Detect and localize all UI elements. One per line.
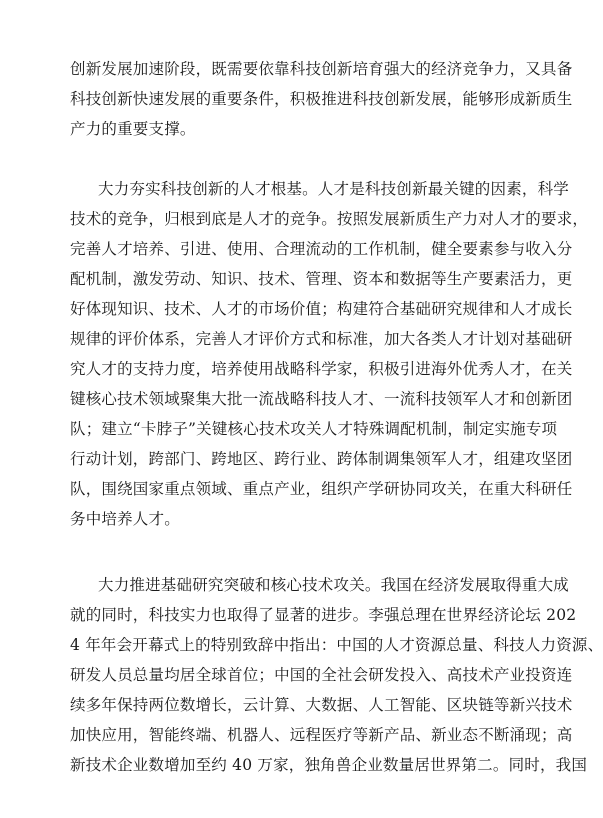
text-line: 续多年保持两位数增长，云计算、大数据、人工智能、区块链等新兴技术 [70,696,573,714]
text-line: 就的同时，科技实力也取得了显著的进步。李强总理在世界经济论坛 202 [70,606,577,624]
text-line: 队，围绕国家重点领域、重点产业，组织产学研协同攻关，在重大科研任 [70,480,573,498]
text-line: 究人才的支持力度，培养使用战略科学家，积极引进海外优秀人才，在关 [70,360,573,378]
text-line: 产力的重要支撑。 [70,120,196,138]
text-line: 加快应用，智能终端、机器人、远程医疗等新产品、新业态不断涌现；高 [70,726,573,744]
text-line: 新技术企业数增加至约 40 万家，独角兽企业数量居世界第二。同时，我国 [70,756,588,774]
text-line: 技术的竞争，归根到底是人才的竞争。按照发展新质生产力对人才的要求， [70,210,589,228]
text-line: 科技创新快速发展的重要条件，积极推进科技创新发展，能够形成新质生 [70,90,573,108]
text-line: 好体现知识、技术、人才的市场价值；构建符合基础研究规律和人才成长 [70,300,573,318]
text-line: 配机制，激发劳动、知识、技术、管理、资本和数据等生产要素活力，更 [70,270,573,288]
text-line: 务中培养人才。 [70,510,180,528]
text-line: 规律的评价体系，完善人才评价方式和标准，加大各类人才计划对基础研 [70,330,573,348]
paragraph-first-line: 大力推进基础研究突破和核心技术攻关。我国在经济发展取得重大成 [98,576,570,594]
text-line: 队；建立“卡脖子”关键核心技术攻关人才特殊调配机制，制定实施专项 [70,420,558,438]
text-line: 4 年年会开幕式上的特别致辞中指出：中国的人才资源总量、科技人力资源、 [70,636,603,654]
paragraph-first-line: 大力夯实科技创新的人才根基。人才是科技创新最关键的因素，科学 [98,180,570,198]
text-line: 行动计划，跨部门、跨地区、跨行业、跨体制调集领军人才，组建攻坚团 [70,450,573,468]
text-line: 创新发展加速阶段，既需要依靠科技创新培育强大的经济竞争力，又具备 [70,60,573,78]
text-line: 研发人员总量均居全球首位；中国的全社会研发投入、高技术产业投资连 [70,666,573,684]
text-line: 键核心技术领域聚集大批一流战略科技人才、一流科技领军人才和创新团 [70,390,573,408]
text-line: 完善人才培养、引进、使用、合理流动的工作机制，健全要素参与收入分 [70,240,573,258]
